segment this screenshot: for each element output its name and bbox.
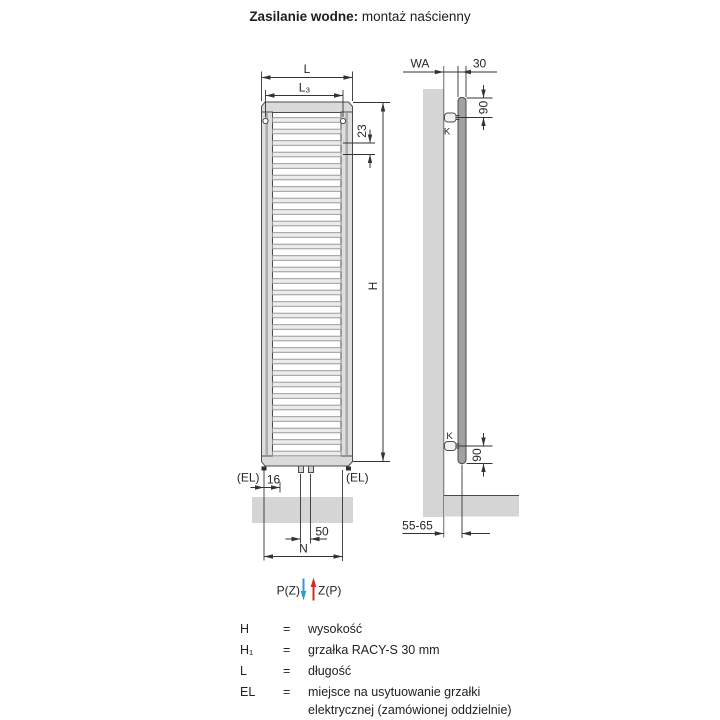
radiator-tube	[273, 210, 342, 215]
dim-wall-to-axis-label: 30	[472, 56, 487, 71]
right-collector-stripe	[346, 113, 349, 455]
radiator-tube	[273, 290, 342, 295]
radiator-tube	[273, 164, 342, 169]
legend-row	[240, 641, 513, 659]
flow-supply-arrow-head	[311, 578, 317, 588]
legend-symbol: H₁	[240, 643, 254, 657]
dim-bracket-top-offset-label: 90	[476, 100, 491, 115]
radiator-tube	[273, 348, 342, 353]
legend-equals: =	[283, 622, 291, 636]
radiator-tube	[273, 417, 342, 422]
radiator-tube	[273, 302, 342, 307]
dim-wall-distance-label: WA	[410, 56, 430, 71]
radiator-tube	[273, 451, 342, 456]
radiator-tube	[273, 256, 342, 261]
legend-definition: wysokość	[308, 622, 363, 636]
legend-equals: =	[283, 664, 291, 678]
flow-indicators	[277, 578, 342, 601]
dim-height-label: H	[366, 281, 380, 291]
el-left-label: (EL)	[236, 470, 260, 485]
legend-definition: długość	[308, 664, 352, 678]
radiator-tube	[273, 359, 342, 364]
radiator-tube	[273, 129, 342, 134]
flow-return-label: P(Z)	[276, 583, 300, 598]
front-view-dimensions	[237, 62, 390, 561]
legend-row	[240, 620, 513, 638]
radiator-tube	[273, 233, 342, 238]
mounting-point-right	[340, 118, 345, 123]
flow-supply-label: Z(P)	[318, 583, 342, 598]
radiator-tube	[273, 175, 342, 180]
legend-symbol: L	[240, 664, 247, 678]
legend-definition: miejsce na usytuowanie grzałki elektrycznej (zamówionej oddzielnie)	[308, 685, 512, 717]
tube-array	[273, 118, 342, 456]
radiator-bottom-header	[262, 456, 353, 467]
flow-return-arrow-head	[301, 591, 307, 601]
left-collector-stripe	[266, 113, 269, 455]
dim-bracket-bottom-offset-label: 90	[470, 448, 484, 462]
legend-symbol: EL	[240, 685, 256, 699]
radiator-tube	[273, 244, 342, 249]
radiator-tube	[273, 428, 342, 433]
front-view	[252, 102, 353, 523]
radiator-side-profile	[458, 98, 466, 464]
radiator-tube	[273, 279, 342, 284]
radiator-tube	[273, 313, 342, 318]
title-regular: montaż naścienny	[361, 9, 471, 24]
legend-row	[240, 662, 513, 680]
radiator-tube	[273, 187, 342, 192]
dim-tube-pitch-label: 23	[355, 124, 369, 138]
radiator-tube	[273, 382, 342, 387]
radiator-tube	[273, 118, 342, 123]
dim-connection-span-label: N	[299, 541, 308, 556]
legend-row	[240, 683, 513, 719]
title-bold: Zasilanie wodne:	[249, 9, 359, 24]
radiator-tube	[273, 198, 342, 203]
legend	[240, 620, 513, 720]
side-view	[423, 66, 519, 538]
bracket-bottom-label: K	[446, 431, 453, 442]
radiator-tube	[273, 440, 342, 445]
radiator-tube	[273, 405, 342, 410]
front-floor-strip	[252, 497, 353, 523]
radiator-top-header	[262, 102, 353, 113]
bracket-top-label: K	[443, 126, 451, 138]
legend-equals: =	[283, 685, 291, 699]
radiator-tube	[273, 152, 342, 157]
mounting-point-left	[263, 118, 268, 123]
radiator-tube	[273, 325, 342, 330]
connection-stub-right	[309, 466, 314, 473]
radiator-tube	[273, 394, 342, 399]
side-floor-strip	[444, 496, 519, 517]
wall-strip	[423, 89, 444, 517]
el-marker-left	[262, 467, 267, 471]
dim-floor-clearance-label: 55-65	[402, 518, 433, 533]
wall-bracket-top	[445, 113, 457, 122]
radiator-tube	[273, 221, 342, 226]
wall-bracket-bottom	[445, 442, 457, 451]
legend-equals: =	[283, 643, 291, 657]
dim-length-label: L	[303, 62, 311, 76]
radiator-tube	[273, 371, 342, 376]
radiator-tube	[273, 141, 342, 146]
dim-bracket-span-label: L₃	[298, 80, 311, 95]
dim-connection-spacing-label: 50	[315, 524, 329, 539]
el-right-label: (EL)	[346, 470, 369, 485]
legend-definition: grzałka RACY-S 30 mm	[308, 643, 440, 657]
dim-el-offset-label: 16	[266, 472, 281, 487]
radiator-tube	[273, 267, 342, 272]
radiator-tube	[273, 336, 342, 341]
legend-symbol: H	[240, 622, 250, 636]
connection-stub-left	[299, 466, 304, 473]
